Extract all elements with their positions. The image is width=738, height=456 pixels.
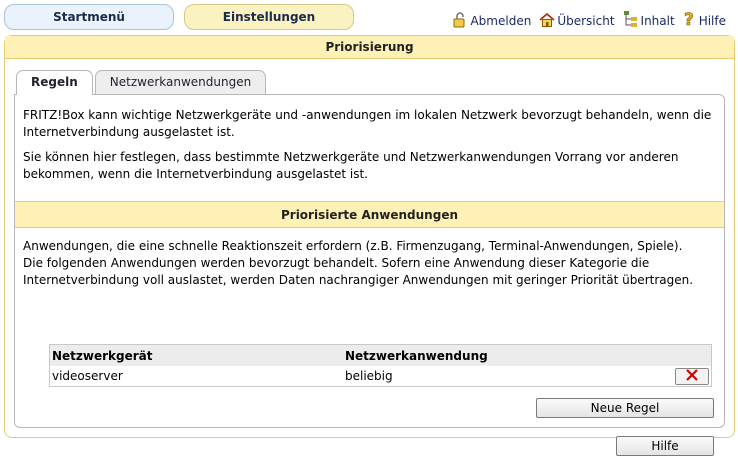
section-title: Priorisierte Anwendungen [15,201,724,228]
intro-text [15,95,724,183]
intro-paragraph-2: Sie können hier festlegen, dass bestimmte Netzwerkgeräte und Netzwerkanwendungen Vorrang vor anderen bekommen, wenn die Internetverbindung ausgelastet ist. [23,150,679,181]
tab-bar [16,70,266,95]
delete-x-icon [686,369,698,384]
top-links [452,8,726,28]
table-row [50,366,711,386]
cell-device: videoserver [52,369,123,383]
help-button[interactable]: Hilfe [616,436,714,456]
logout-link[interactable] [452,8,531,28]
section-description [23,238,713,289]
column-header-device: Netzwerkgerät [52,348,153,363]
section-description-line-1: Anwendungen, die eine schnelle Reaktionszeit erfordern (z.B. Firmenzugang, Terminal-Anwendungen, Spiele). [23,239,683,253]
cell-application: beliebig [345,369,393,383]
home-icon [539,12,555,28]
overview-link[interactable] [539,8,614,28]
tab-network-applications[interactable]: Netzwerkanwendungen [95,70,266,94]
section-description-line-2: Die folgenden Anwendungen werden bevorzugt behandelt. Sofern eine Anwendung dieser Kategorie die Internetverbindung voll auslastet, werden Daten nachrangiger Anwendungen mit geringer Priorität übertragen. [23,256,694,287]
settings-button[interactable]: Einstellungen [184,4,354,30]
lock-icon [452,12,468,28]
intro-paragraph-1: FRITZ!Box kann wichtige Netzwerkgeräte und -anwendungen im lokalen Netzwerk bevorzugt behandeln, wenn die Internetverbindung ausgelastet ist. [23,108,712,139]
column-header-application: Netzwerkanwendung [345,348,488,363]
question-mark-icon [683,10,697,28]
contents-label: Inhalt [640,14,675,28]
tab-rules[interactable]: Regeln [16,70,93,95]
logout-label: Abmelden [470,14,532,28]
contents-link[interactable] [623,8,675,28]
new-rule-button[interactable]: Neue Regel [536,398,714,418]
help-link[interactable] [683,8,726,28]
table-header-row [50,345,711,366]
help-label: Hilfe [698,14,726,28]
panel-title: Priorisierung [5,36,734,59]
delete-rule-button[interactable] [675,368,709,385]
rules-table [49,344,712,387]
tab-content [14,94,725,453]
prioritization-panel [4,35,735,453]
tree-icon [623,10,639,28]
svg-text:?: ? [683,10,694,30]
start-menu-button[interactable]: Startmenü [4,4,174,30]
overview-label: Übersicht [557,14,615,28]
